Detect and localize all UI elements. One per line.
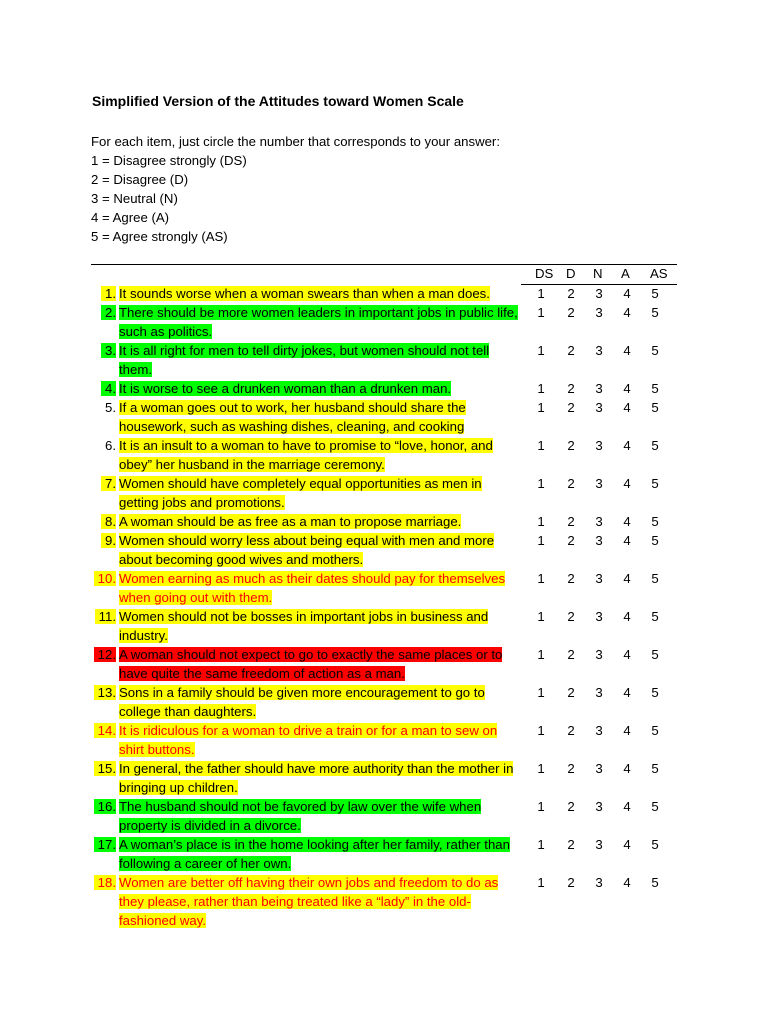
- rating-option-5[interactable]: 5: [651, 875, 659, 890]
- item-statement-text: If a woman goes out to work, her husband should share the housework, such as washing dishes, cleaning, and cooking: [119, 400, 466, 434]
- item-number-label: 9.: [101, 533, 116, 548]
- rating-option-1[interactable]: 1: [537, 875, 545, 890]
- item-statement: [119, 436, 524, 474]
- rating-option-1[interactable]: 1: [537, 286, 545, 301]
- scale-legend-5: 5 = Agree strongly (AS): [91, 229, 228, 244]
- item-statement: [119, 303, 524, 341]
- rating-option-2[interactable]: 2: [567, 476, 575, 491]
- column-header-ds: DS: [535, 266, 554, 281]
- rating-option-2[interactable]: 2: [567, 837, 575, 852]
- item-statement-text: A woman’s place is in the home looking after her family, rather than following a career of her own.: [119, 837, 510, 871]
- rating-option-5[interactable]: 5: [651, 609, 659, 624]
- item-number-label: 3.: [101, 343, 116, 358]
- rating-option-3[interactable]: 3: [595, 723, 603, 738]
- rating-option-3[interactable]: 3: [595, 837, 603, 852]
- scale-legend-1: 1 = Disagree strongly (DS): [91, 153, 247, 168]
- item-number-label: 17.: [94, 837, 116, 852]
- rating-option-1[interactable]: 1: [537, 343, 545, 358]
- item-number-label: 16.: [94, 799, 116, 814]
- item-number: [91, 341, 116, 360]
- rating-option-2[interactable]: 2: [567, 571, 575, 586]
- rating-option-3[interactable]: 3: [595, 609, 603, 624]
- item-number: [91, 645, 116, 664]
- item-statement: [119, 607, 524, 645]
- rating-option-2[interactable]: 2: [567, 438, 575, 453]
- item-statement-text: Women earning as much as their dates should pay for themselves when going out with them.: [119, 571, 506, 605]
- scale-legend-4: 4 = Agree (A): [91, 210, 170, 225]
- item-number: [91, 759, 116, 778]
- item-statement-text: Women should not be bosses in important jobs in business and industry.: [119, 609, 489, 643]
- item-number-label: 7.: [101, 476, 116, 491]
- rating-option-3[interactable]: 3: [595, 685, 603, 700]
- item-number: [91, 531, 116, 550]
- rating-option-2[interactable]: 2: [567, 533, 575, 548]
- rating-option-4[interactable]: 4: [623, 438, 631, 453]
- item-number: [91, 835, 116, 854]
- rating-option-4[interactable]: 4: [623, 381, 631, 396]
- rating-option-3[interactable]: 3: [595, 286, 603, 301]
- rating-option-3[interactable]: 3: [595, 381, 603, 396]
- item-statement-text: There should be more women leaders in important jobs in public life, such as politics.: [119, 305, 518, 339]
- item-statement: [119, 512, 524, 531]
- item-statement-text: It sounds worse when a woman swears than when a man does.: [119, 286, 490, 301]
- item-statement-text: The husband should not be favored by law over the wife when property is divided in a divorce.: [119, 799, 482, 833]
- rating-option-3[interactable]: 3: [595, 799, 603, 814]
- item-statement: [119, 379, 524, 398]
- table-top-rule: [91, 264, 677, 265]
- rating-option-3[interactable]: 3: [595, 305, 603, 320]
- rating-option-2[interactable]: 2: [567, 381, 575, 396]
- rating-option-1[interactable]: 1: [537, 723, 545, 738]
- rating-option-5[interactable]: 5: [651, 381, 659, 396]
- rating-option-5[interactable]: 5: [651, 476, 659, 491]
- rating-option-5[interactable]: 5: [651, 305, 659, 320]
- rating-option-1[interactable]: 1: [537, 533, 545, 548]
- rating-option-2[interactable]: 2: [567, 609, 575, 624]
- rating-option-5[interactable]: 5: [651, 343, 659, 358]
- item-statement: [119, 474, 524, 512]
- item-number: [91, 721, 116, 740]
- rating-option-5[interactable]: 5: [651, 514, 659, 529]
- rating-option-1[interactable]: 1: [537, 476, 545, 491]
- rating-option-5[interactable]: 5: [651, 837, 659, 852]
- item-number: [91, 436, 116, 455]
- item-statement: [119, 531, 524, 569]
- rating-option-1[interactable]: 1: [537, 400, 545, 415]
- column-header-d: D: [566, 266, 576, 281]
- rating-option-2[interactable]: 2: [567, 343, 575, 358]
- rating-option-1[interactable]: 1: [537, 438, 545, 453]
- item-statement: [119, 398, 524, 436]
- rating-option-4[interactable]: 4: [623, 837, 631, 852]
- item-number-label: 18.: [94, 875, 116, 890]
- rating-option-2[interactable]: 2: [567, 685, 575, 700]
- item-statement: [119, 284, 524, 303]
- instructions: [91, 132, 500, 246]
- item-statement-text: In general, the father should have more authority than the mother in bringing up children.: [119, 761, 514, 795]
- item-number: [91, 284, 116, 303]
- rating-option-1[interactable]: 1: [537, 761, 545, 776]
- column-header-n: N: [593, 266, 603, 281]
- rating-option-1[interactable]: 1: [537, 609, 545, 624]
- item-statement: [119, 721, 524, 759]
- item-number: [91, 873, 116, 892]
- item-statement-text: A woman should be as free as a man to propose marriage.: [119, 514, 462, 529]
- item-number-label: 10.: [94, 571, 116, 586]
- rating-option-1[interactable]: 1: [537, 381, 545, 396]
- rating-option-2[interactable]: 2: [567, 400, 575, 415]
- rating-option-1[interactable]: 1: [537, 514, 545, 529]
- rating-option-5[interactable]: 5: [651, 533, 659, 548]
- rating-option-2[interactable]: 2: [567, 305, 575, 320]
- rating-option-2[interactable]: 2: [567, 647, 575, 662]
- item-number: [91, 569, 116, 588]
- item-statement: [119, 797, 524, 835]
- item-number: [91, 512, 116, 531]
- rating-option-5[interactable]: 5: [651, 685, 659, 700]
- rating-option-1[interactable]: 1: [537, 837, 545, 852]
- rating-option-4[interactable]: 4: [623, 799, 631, 814]
- rating-option-4[interactable]: 4: [623, 533, 631, 548]
- rating-option-4[interactable]: 4: [623, 400, 631, 415]
- item-statement-text: It is all right for men to tell dirty jokes, but women should not tell them.: [119, 343, 490, 377]
- item-number-label: 14.: [94, 723, 116, 738]
- item-number: [91, 379, 116, 398]
- rating-option-3[interactable]: 3: [595, 533, 603, 548]
- item-statement: [119, 569, 524, 607]
- item-statement: [119, 873, 524, 930]
- item-statement-text: It is worse to see a drunken woman than a drunken man.: [119, 381, 452, 396]
- item-number-label: 4.: [101, 381, 116, 396]
- rating-option-4[interactable]: 4: [623, 476, 631, 491]
- item-statement-text: Women should have completely equal opportunities as men in getting jobs and promotions.: [119, 476, 482, 510]
- rating-option-3[interactable]: 3: [595, 400, 603, 415]
- item-number: [91, 683, 116, 702]
- rating-option-4[interactable]: 4: [623, 609, 631, 624]
- rating-option-4[interactable]: 4: [623, 514, 631, 529]
- instruction-line: For each item, just circle the number that corresponds to your answer:: [91, 134, 500, 149]
- item-statement-text: It is ridiculous for a woman to drive a train or for a man to sew on shirt buttons.: [119, 723, 498, 757]
- item-number-label: 1.: [101, 286, 116, 301]
- item-number: [91, 398, 116, 417]
- rating-option-5[interactable]: 5: [651, 799, 659, 814]
- rating-option-3[interactable]: 3: [595, 476, 603, 491]
- item-number: [91, 607, 116, 626]
- document-title: Simplified Version of the Attitudes toward Women Scale: [92, 93, 464, 109]
- item-number-label: 12.: [94, 647, 116, 662]
- rating-option-5[interactable]: 5: [651, 400, 659, 415]
- rating-option-5[interactable]: 5: [651, 286, 659, 301]
- rating-option-5[interactable]: 5: [651, 647, 659, 662]
- item-number-label: 2.: [101, 305, 116, 320]
- rating-option-4[interactable]: 4: [623, 571, 631, 586]
- item-statement: [119, 683, 524, 721]
- scale-legend-3: 3 = Neutral (N): [91, 191, 178, 206]
- rating-option-5[interactable]: 5: [651, 571, 659, 586]
- item-number-label: 6.: [105, 438, 116, 453]
- item-statement-text: A woman should not expect to go to exactly the same places or to have quite the same freedom of action as a man.: [119, 647, 503, 681]
- rating-option-5[interactable]: 5: [651, 438, 659, 453]
- item-statement: [119, 341, 524, 379]
- rating-option-2[interactable]: 2: [567, 514, 575, 529]
- rating-option-3[interactable]: 3: [595, 343, 603, 358]
- item-number: [91, 303, 116, 322]
- rating-option-3[interactable]: 3: [595, 438, 603, 453]
- item-statement-text: Sons in a family should be given more encouragement to go to college than daughters.: [119, 685, 485, 719]
- item-number-label: 15.: [94, 761, 116, 776]
- scale-legend-2: 2 = Disagree (D): [91, 172, 189, 187]
- rating-option-2[interactable]: 2: [567, 286, 575, 301]
- item-number-label: 11.: [95, 609, 116, 624]
- rating-option-4[interactable]: 4: [623, 305, 631, 320]
- rating-option-4[interactable]: 4: [623, 761, 631, 776]
- rating-option-4[interactable]: 4: [623, 343, 631, 358]
- item-number-label: 5.: [105, 400, 116, 415]
- rating-option-3[interactable]: 3: [595, 761, 603, 776]
- rating-option-3[interactable]: 3: [595, 514, 603, 529]
- rating-option-1[interactable]: 1: [537, 571, 545, 586]
- rating-option-5[interactable]: 5: [651, 723, 659, 738]
- rating-option-2[interactable]: 2: [567, 761, 575, 776]
- item-statement: [119, 759, 524, 797]
- rating-option-2[interactable]: 2: [567, 723, 575, 738]
- item-statement: [119, 645, 524, 683]
- column-header-as: AS: [650, 266, 668, 281]
- item-number-label: 13.: [94, 685, 116, 700]
- rating-option-3[interactable]: 3: [595, 647, 603, 662]
- item-number-label: 8.: [101, 514, 116, 529]
- rating-option-3[interactable]: 3: [595, 875, 603, 890]
- rating-option-4[interactable]: 4: [623, 286, 631, 301]
- rating-option-1[interactable]: 1: [537, 799, 545, 814]
- rating-option-3[interactable]: 3: [595, 571, 603, 586]
- rating-option-4[interactable]: 4: [623, 723, 631, 738]
- item-statement-text: Women should worry less about being equal with men and more about becoming good wives and mothers.: [119, 533, 495, 567]
- item-number: [91, 797, 116, 816]
- rating-option-1[interactable]: 1: [537, 647, 545, 662]
- rating-option-2[interactable]: 2: [567, 799, 575, 814]
- column-header-a: A: [621, 266, 630, 281]
- rating-option-4[interactable]: 4: [623, 875, 631, 890]
- item-statement-text: It is an insult to a woman to have to promise to “love, honor, and obey” her husband in the marriage ceremony.: [119, 438, 493, 472]
- item-number: [91, 474, 116, 493]
- rating-option-4[interactable]: 4: [623, 685, 631, 700]
- item-statement: [119, 835, 524, 873]
- item-statement-text: Women are better off having their own jobs and freedom to do as they please, rather than being treated like a “lady” in the old-fashioned way.: [119, 875, 499, 928]
- rating-option-1[interactable]: 1: [537, 685, 545, 700]
- rating-option-2[interactable]: 2: [567, 875, 575, 890]
- rating-option-1[interactable]: 1: [537, 305, 545, 320]
- rating-option-5[interactable]: 5: [651, 761, 659, 776]
- rating-option-4[interactable]: 4: [623, 647, 631, 662]
